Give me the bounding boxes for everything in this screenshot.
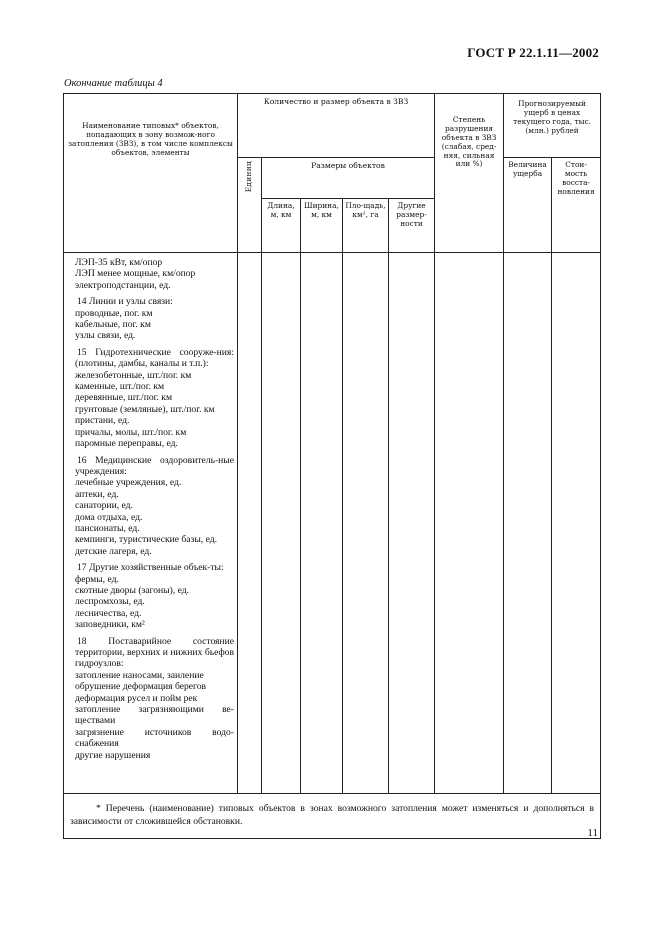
cell-area	[343, 253, 389, 794]
cell-degree	[435, 253, 504, 794]
group-other-economic	[75, 562, 234, 630]
list-item: железобетонные, шт./пог. км	[75, 369, 192, 381]
header-unit	[238, 158, 262, 253]
cell-damage	[504, 253, 552, 794]
group-title: 14 Линии и узлы связи:	[77, 296, 173, 308]
header-restore-cost: Стои-мость восста-новления	[552, 158, 601, 253]
list-item: другие нарушения	[75, 749, 151, 761]
table-caption: Окончание таблицы 4	[64, 78, 163, 89]
header-sizes: Размеры объектов	[262, 158, 435, 199]
list-item: санатории, ед.	[75, 500, 133, 512]
list-item: дома отдыха, ед.	[75, 511, 143, 523]
list-item: скотные дворы (загоны), ед.	[75, 584, 190, 596]
list-item: пристани, ед.	[75, 415, 130, 427]
object-list	[64, 253, 238, 794]
list-item: затопление загрязняющими ве-ществами	[75, 704, 234, 727]
list-item: проводные, пог. км	[75, 307, 153, 319]
header-degree: Степень разрушения объекта в ЗВЗ (слабая, сред-няя, сильная или %)	[435, 94, 504, 253]
list-item: электроподстанции, ед.	[75, 279, 171, 291]
list-item: кабельные, пог. км	[75, 319, 151, 331]
cell-restore	[552, 253, 601, 794]
list-item: деревянные, шт./пог. км	[75, 392, 173, 404]
group-post-accident	[75, 636, 234, 761]
list-item: пансионаты, ед.	[75, 522, 140, 534]
list-item: каменные, шт./пог. км	[75, 381, 165, 393]
list-item: загрязнение источников водо-снабжения	[75, 726, 234, 750]
list-item: паромные переправы, ед.	[75, 438, 178, 450]
header-unit-label: Единиц	[244, 161, 254, 193]
group-title: 16 Медицинские оздоровитель-ные учреждения:	[75, 454, 234, 477]
list-item: причалы, молы, шт./пог. км	[75, 426, 187, 438]
header-names: Наименование типовых* объектов, попадающих в зону возмож-ного затопления (ЗВЗ), в том числе комплексы объектов, элементы	[64, 94, 238, 253]
list-item: лесничества, ед.	[75, 607, 142, 619]
header-other: Другие размер-ности	[389, 199, 435, 253]
list-item: леспромхозы, ед.	[75, 596, 145, 608]
cell-other	[389, 253, 435, 794]
list-item: детские лагеря, ед.	[75, 545, 152, 557]
group-title: 17 Другие хозяйственные объек-ты:	[77, 562, 224, 574]
header-width: Ширина, м, км	[301, 199, 343, 253]
header-damage-value: Величина ущерба	[504, 158, 552, 253]
page-number: 11	[587, 827, 598, 839]
list-item: обрушение деформация берегов	[75, 681, 207, 693]
list-item: аптеки, ед.	[75, 488, 119, 500]
list-item: затопление наносами, заиление	[75, 669, 204, 681]
group-medical	[75, 455, 234, 558]
list-item: ЛЭП-35 кВт, км/опор	[75, 257, 163, 268]
damage-table	[63, 93, 601, 839]
group-power-lines	[75, 257, 234, 291]
group-title: 18 Поставарийное состояние территории, верхних и нижних бьефов гидроузлов:	[75, 635, 234, 670]
group-title: 15 Гидротехнические сооруже-ния: (плотины, дамбы, каналы и т.п.):	[75, 346, 234, 370]
list-item: фермы, ед.	[75, 573, 119, 585]
cell-unit	[238, 253, 262, 794]
footnote: * Перечень (наименование) типовых объектов в зонах возможного затопления может изменяться и дополняться в зависимости от сложившейся обстановки.	[64, 794, 601, 839]
group-communications	[75, 296, 234, 342]
header-length: Длина, м, км	[262, 199, 301, 253]
list-item: узлы связи, ед.	[75, 330, 136, 342]
list-item: ЛЭП менее мощные, км/опор	[75, 268, 196, 280]
group-hydraulic-structures	[75, 347, 234, 450]
list-item: заповедники, км²	[75, 619, 145, 631]
table-body-row	[64, 253, 601, 794]
header-count-size: Количество и размер объекта в ЗВЗ	[238, 94, 435, 158]
list-item: деформация русел и пойм рек	[75, 692, 198, 704]
standard-number: ГОСТ Р 22.1.11—2002	[467, 45, 599, 60]
list-item: лечебные учреждения, ед.	[75, 477, 182, 489]
list-item: кемпинги, туристические базы, ед.	[75, 534, 218, 546]
header-area: Пло-щадь, км², га	[343, 199, 389, 253]
cell-length	[262, 253, 301, 794]
cell-width	[301, 253, 343, 794]
header-forecast: Прогнозируемый ущерб в ценах текущего года, тыс. (млн.) рублей	[504, 94, 601, 158]
list-item: грунтовые (земляные), шт./пог. км	[75, 403, 215, 415]
